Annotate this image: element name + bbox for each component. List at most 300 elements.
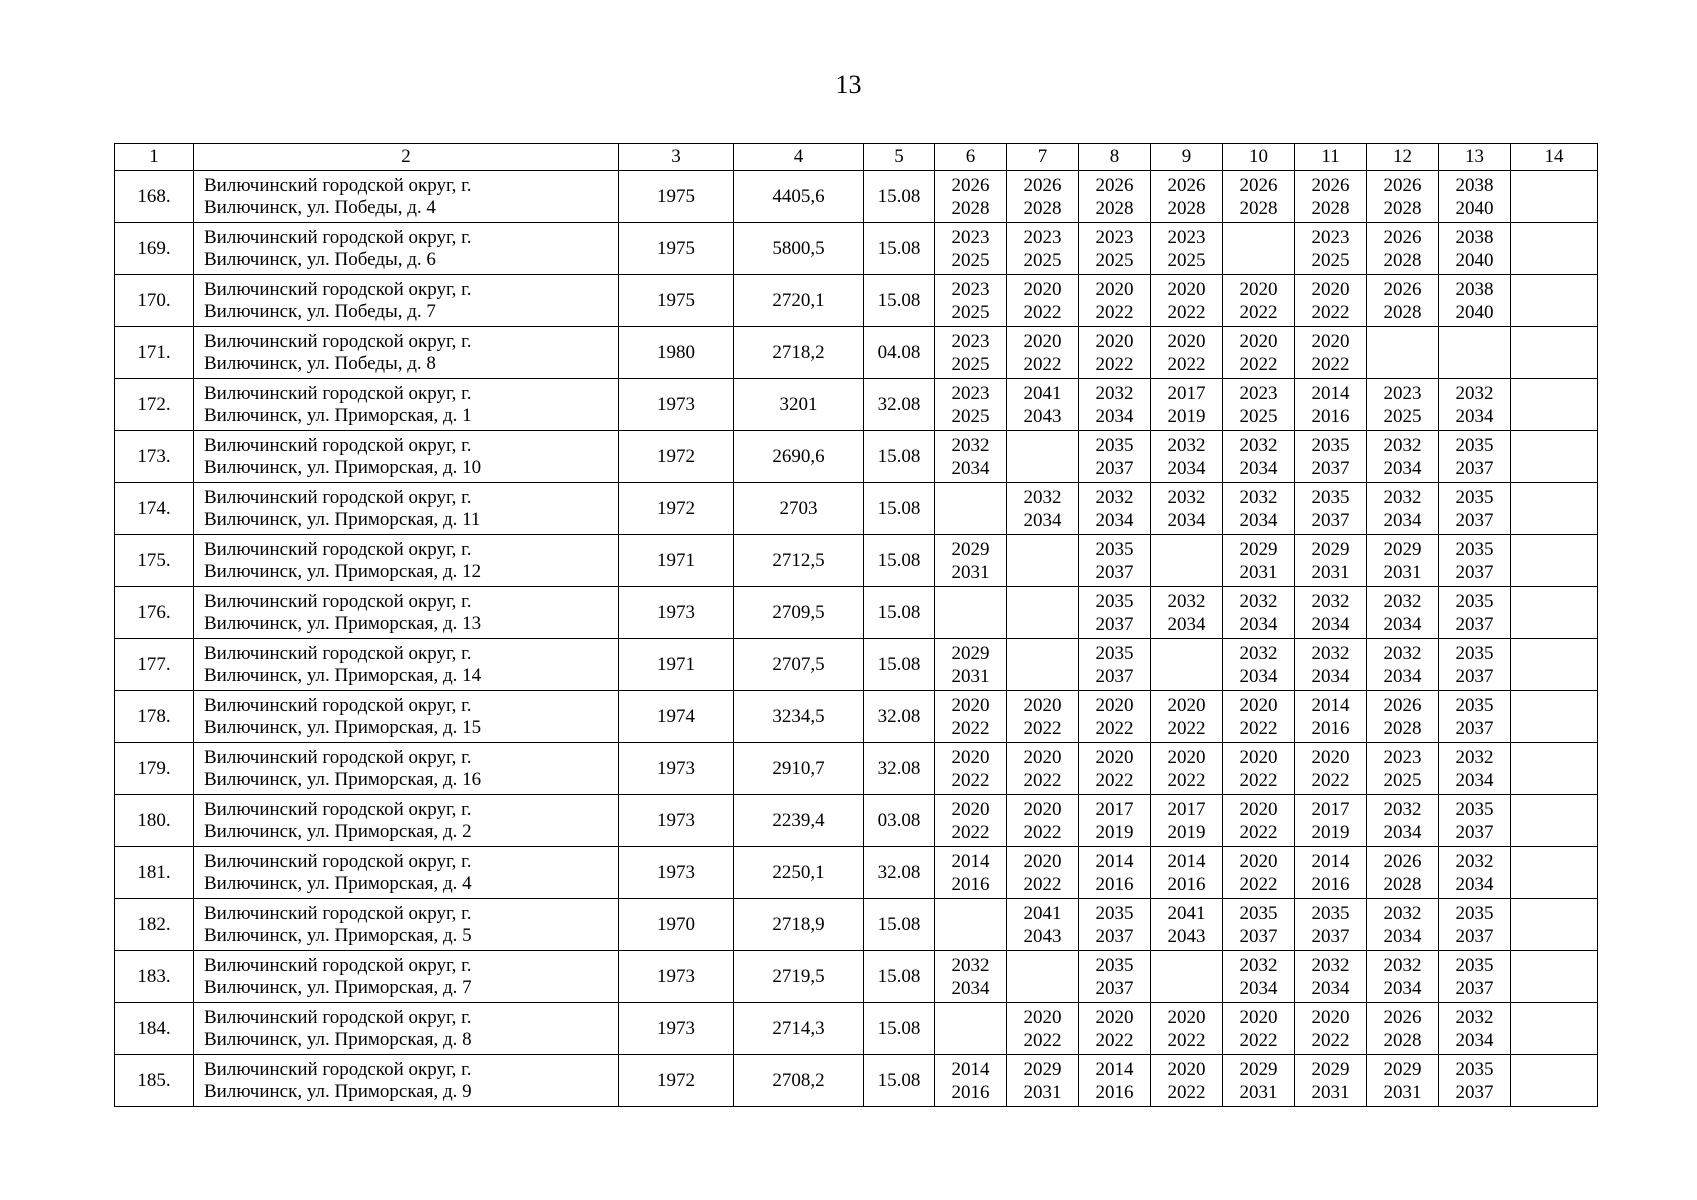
work-period-13 (1439, 639, 1511, 691)
period-start-year: 2032 (1239, 642, 1278, 664)
work-period-12 (1367, 1003, 1439, 1055)
period-start-year: 2035 (1455, 538, 1494, 560)
type-code: 15.08 (864, 587, 935, 639)
period-end-year: 2034 (1239, 613, 1278, 635)
work-period-12 (1367, 951, 1439, 1003)
work-period-11 (1295, 743, 1367, 795)
period-end-year: 2025 (1383, 405, 1422, 427)
column-header-11: 11 (1295, 144, 1367, 171)
period-start-year: 2023 (1095, 226, 1134, 248)
address-line-1: Вилючинский городской округ, г. (204, 746, 472, 768)
work-period-7 (1007, 743, 1079, 795)
period-start-year: 2023 (1311, 226, 1350, 248)
row-number: 184. (115, 1003, 194, 1055)
work-period-14 (1511, 587, 1598, 639)
work-period-8 (1079, 639, 1151, 691)
period-start-year: 2023 (951, 226, 990, 248)
work-period-10 (1223, 795, 1295, 847)
work-period-12 (1367, 639, 1439, 691)
period-start-year: 2032 (951, 434, 990, 456)
period-end-year: 2031 (1383, 1081, 1422, 1103)
work-period-6 (935, 171, 1007, 223)
column-header-7: 7 (1007, 144, 1079, 171)
work-period-8 (1079, 223, 1151, 275)
work-period-6 (935, 535, 1007, 587)
address-line-2: Вилючинск, ул. Приморская, д. 9 (204, 1080, 472, 1102)
period-start-year: 2020 (1239, 1006, 1278, 1028)
work-period-8 (1079, 951, 1151, 1003)
period-start-year: 2026 (1383, 226, 1422, 248)
period-start-year: 2035 (1455, 902, 1494, 924)
work-period-11 (1295, 691, 1367, 743)
period-start-year: 2038 (1455, 226, 1494, 248)
period-end-year: 2034 (1383, 509, 1422, 531)
work-period-14 (1511, 691, 1598, 743)
work-period-6 (935, 1003, 1007, 1055)
column-header-10: 10 (1223, 144, 1295, 171)
work-period-9 (1151, 275, 1223, 327)
period-end-year: 2037 (1311, 509, 1350, 531)
work-period-14 (1511, 483, 1598, 535)
work-period-6 (935, 587, 1007, 639)
period-start-year: 2032 (1383, 954, 1422, 976)
period-start-year: 2023 (1383, 382, 1422, 404)
address-cell (194, 795, 619, 847)
period-start-year: 2023 (951, 278, 990, 300)
period-end-year: 2028 (1311, 197, 1350, 219)
period-end-year: 2022 (1239, 353, 1278, 375)
work-period-11 (1295, 587, 1367, 639)
work-period-8 (1079, 535, 1151, 587)
period-end-year: 2031 (951, 561, 990, 583)
period-start-year: 2032 (1455, 850, 1494, 872)
work-period-14 (1511, 327, 1598, 379)
period-start-year: 2032 (1239, 434, 1278, 456)
period-end-year: 2019 (1167, 405, 1206, 427)
table-body (115, 171, 1598, 1107)
work-period-7 (1007, 275, 1079, 327)
row-number: 176. (115, 587, 194, 639)
work-period-12 (1367, 691, 1439, 743)
period-end-year: 2031 (951, 665, 990, 687)
work-period-11 (1295, 223, 1367, 275)
address-line-2: Вилючинск, ул. Приморская, д. 10 (204, 456, 482, 478)
period-end-year: 2016 (1311, 405, 1350, 427)
period-end-year: 2022 (951, 717, 990, 739)
work-period-9 (1151, 795, 1223, 847)
work-period-9 (1151, 743, 1223, 795)
period-start-year: 2020 (1239, 330, 1278, 352)
work-period-6 (935, 847, 1007, 899)
build-year: 1973 (619, 587, 734, 639)
work-period-10 (1223, 483, 1295, 535)
work-period-9 (1151, 951, 1223, 1003)
build-year: 1975 (619, 223, 734, 275)
period-end-year: 2037 (1095, 925, 1134, 947)
period-start-year: 2023 (1167, 226, 1206, 248)
total-area: 2718,2 (734, 327, 864, 379)
table-row (115, 587, 1598, 639)
period-start-year: 2035 (1095, 538, 1134, 560)
column-header-9: 9 (1151, 144, 1223, 171)
type-code: 32.08 (864, 847, 935, 899)
period-end-year: 2040 (1455, 249, 1494, 271)
work-period-8 (1079, 691, 1151, 743)
period-end-year: 2028 (951, 197, 990, 219)
period-start-year: 2014 (1167, 850, 1206, 872)
header-row (115, 144, 1598, 171)
period-end-year: 2022 (1095, 353, 1134, 375)
period-start-year: 2020 (1311, 1006, 1350, 1028)
work-period-11 (1295, 483, 1367, 535)
period-start-year: 2020 (1311, 746, 1350, 768)
period-end-year: 2025 (951, 301, 990, 323)
work-period-14 (1511, 795, 1598, 847)
row-number: 174. (115, 483, 194, 535)
period-start-year: 2029 (1311, 538, 1350, 560)
period-start-year: 2029 (1383, 1058, 1422, 1080)
work-period-13 (1439, 795, 1511, 847)
period-start-year: 2026 (1383, 694, 1422, 716)
address-line-2: Вилючинск, ул. Приморская, д. 16 (204, 768, 482, 790)
total-area: 2718,9 (734, 899, 864, 951)
period-start-year: 2035 (1239, 902, 1278, 924)
period-start-year: 2020 (1311, 278, 1350, 300)
work-period-6 (935, 899, 1007, 951)
period-end-year: 2022 (1167, 717, 1206, 739)
period-end-year: 2037 (1095, 561, 1134, 583)
period-start-year: 2020 (1239, 850, 1278, 872)
work-period-9 (1151, 379, 1223, 431)
period-start-year: 2032 (1167, 434, 1206, 456)
work-period-11 (1295, 639, 1367, 691)
address-cell (194, 275, 619, 327)
table-row (115, 951, 1598, 1003)
work-period-10 (1223, 1055, 1295, 1107)
total-area: 2714,3 (734, 1003, 864, 1055)
period-start-year: 2032 (1239, 590, 1278, 612)
period-start-year: 2014 (1095, 850, 1134, 872)
period-start-year: 2035 (1311, 902, 1350, 924)
work-period-11 (1295, 1003, 1367, 1055)
period-end-year: 2019 (1167, 821, 1206, 843)
period-end-year: 2034 (1311, 613, 1350, 635)
table-row (115, 1055, 1598, 1107)
period-end-year: 2037 (1455, 613, 1494, 635)
build-year: 1971 (619, 639, 734, 691)
work-period-12 (1367, 743, 1439, 795)
period-start-year: 2032 (1383, 590, 1422, 612)
work-period-13 (1439, 431, 1511, 483)
period-end-year: 2016 (951, 1081, 990, 1103)
period-end-year: 2022 (1023, 873, 1062, 895)
address-line-1: Вилючинский городской округ, г. (204, 954, 472, 976)
period-end-year: 2031 (1383, 561, 1422, 583)
period-start-year: 2035 (1311, 486, 1350, 508)
page-number: 13 (835, 70, 862, 99)
address-cell (194, 535, 619, 587)
row-number: 181. (115, 847, 194, 899)
address-cell (194, 171, 619, 223)
period-start-year: 2035 (1455, 954, 1494, 976)
period-start-year: 2035 (1455, 642, 1494, 664)
period-start-year: 2020 (1239, 746, 1278, 768)
address-line-1: Вилючинский городской округ, г. (204, 850, 472, 872)
period-end-year: 2037 (1239, 925, 1278, 947)
work-period-14 (1511, 379, 1598, 431)
address-cell (194, 951, 619, 1003)
period-start-year: 2020 (1167, 694, 1206, 716)
period-start-year: 2014 (1311, 850, 1350, 872)
period-start-year: 2020 (1023, 746, 1062, 768)
column-header-1: 1 (115, 144, 194, 171)
table-row (115, 639, 1598, 691)
period-start-year: 2032 (1383, 434, 1422, 456)
build-year: 1980 (619, 327, 734, 379)
work-period-7 (1007, 795, 1079, 847)
period-end-year: 2028 (1383, 197, 1422, 219)
work-period-13 (1439, 951, 1511, 1003)
period-start-year: 2032 (1455, 1006, 1494, 1028)
address-line-1: Вилючинский городской округ, г. (204, 798, 472, 820)
address-cell (194, 899, 619, 951)
work-period-13 (1439, 275, 1511, 327)
work-period-14 (1511, 899, 1598, 951)
type-code: 15.08 (864, 535, 935, 587)
row-number: 180. (115, 795, 194, 847)
period-end-year: 2016 (1167, 873, 1206, 895)
period-end-year: 2025 (1311, 249, 1350, 271)
work-period-14 (1511, 535, 1598, 587)
work-period-6 (935, 1055, 1007, 1107)
period-end-year: 2022 (1095, 769, 1134, 791)
period-end-year: 2037 (1455, 561, 1494, 583)
work-period-8 (1079, 431, 1151, 483)
build-year: 1973 (619, 847, 734, 899)
period-start-year: 2020 (1095, 746, 1134, 768)
work-period-9 (1151, 223, 1223, 275)
address-line-1: Вилючинский городской округ, г. (204, 174, 472, 196)
work-period-6 (935, 275, 1007, 327)
period-end-year: 2025 (1023, 249, 1062, 271)
work-period-14 (1511, 171, 1598, 223)
work-period-7 (1007, 431, 1079, 483)
period-start-year: 2038 (1455, 278, 1494, 300)
period-start-year: 2020 (1239, 278, 1278, 300)
work-period-13 (1439, 223, 1511, 275)
period-start-year: 2029 (951, 538, 990, 560)
period-start-year: 2014 (951, 1058, 990, 1080)
period-end-year: 2034 (1311, 977, 1350, 999)
period-start-year: 2017 (1167, 798, 1206, 820)
period-end-year: 2028 (1383, 873, 1422, 895)
period-end-year: 2022 (951, 769, 990, 791)
total-area: 2712,5 (734, 535, 864, 587)
work-period-6 (935, 431, 1007, 483)
work-period-12 (1367, 899, 1439, 951)
period-start-year: 2017 (1095, 798, 1134, 820)
period-end-year: 2034 (1383, 665, 1422, 687)
total-area: 2910,7 (734, 743, 864, 795)
period-start-year: 2035 (1095, 642, 1134, 664)
type-code: 15.08 (864, 275, 935, 327)
period-end-year: 2037 (1455, 717, 1494, 739)
work-period-14 (1511, 275, 1598, 327)
period-end-year: 2037 (1095, 977, 1134, 999)
total-area: 2250,1 (734, 847, 864, 899)
address-cell (194, 1003, 619, 1055)
period-start-year: 2029 (951, 642, 990, 664)
address-cell (194, 639, 619, 691)
work-period-7 (1007, 587, 1079, 639)
period-end-year: 2022 (1239, 821, 1278, 843)
period-end-year: 2034 (1167, 457, 1206, 479)
work-period-12 (1367, 1055, 1439, 1107)
work-period-7 (1007, 639, 1079, 691)
period-end-year: 2025 (951, 249, 990, 271)
period-end-year: 2016 (1311, 873, 1350, 895)
period-end-year: 2028 (1095, 197, 1134, 219)
address-cell (194, 587, 619, 639)
period-end-year: 2040 (1455, 301, 1494, 323)
type-code: 32.08 (864, 379, 935, 431)
period-start-year: 2032 (1239, 954, 1278, 976)
period-start-year: 2032 (1383, 902, 1422, 924)
build-year: 1975 (619, 275, 734, 327)
period-start-year: 2017 (1167, 382, 1206, 404)
work-period-9 (1151, 899, 1223, 951)
period-end-year: 2031 (1311, 561, 1350, 583)
work-period-9 (1151, 171, 1223, 223)
row-number: 182. (115, 899, 194, 951)
work-period-9 (1151, 639, 1223, 691)
work-period-7 (1007, 1055, 1079, 1107)
work-period-8 (1079, 483, 1151, 535)
work-period-10 (1223, 691, 1295, 743)
column-header-3: 3 (619, 144, 734, 171)
period-start-year: 2035 (1455, 1058, 1494, 1080)
work-period-7 (1007, 327, 1079, 379)
period-start-year: 2032 (951, 954, 990, 976)
period-end-year: 2034 (1239, 665, 1278, 687)
work-period-10 (1223, 743, 1295, 795)
work-period-11 (1295, 171, 1367, 223)
work-period-8 (1079, 1003, 1151, 1055)
work-period-13 (1439, 379, 1511, 431)
period-start-year: 2035 (1095, 590, 1134, 612)
build-year: 1973 (619, 951, 734, 1003)
total-area: 2719,5 (734, 951, 864, 1003)
period-end-year: 2022 (1023, 821, 1062, 843)
work-period-12 (1367, 847, 1439, 899)
period-start-year: 2026 (1023, 174, 1062, 196)
period-start-year: 2020 (1167, 746, 1206, 768)
period-end-year: 2034 (1095, 509, 1134, 531)
period-end-year: 2034 (1455, 769, 1494, 791)
period-start-year: 2032 (1095, 382, 1134, 404)
work-period-14 (1511, 1003, 1598, 1055)
period-start-year: 2026 (1095, 174, 1134, 196)
period-start-year: 2023 (1239, 382, 1278, 404)
period-start-year: 2035 (1455, 486, 1494, 508)
row-number: 179. (115, 743, 194, 795)
period-end-year: 2034 (1023, 509, 1062, 531)
work-period-12 (1367, 431, 1439, 483)
work-period-13 (1439, 535, 1511, 587)
address-line-1: Вилючинский городской округ, г. (204, 538, 472, 560)
period-end-year: 2022 (1023, 301, 1062, 323)
period-start-year: 2035 (1455, 798, 1494, 820)
period-start-year: 2032 (1383, 486, 1422, 508)
period-start-year: 2020 (1095, 694, 1134, 716)
address-line-1: Вилючинский городской округ, г. (204, 278, 472, 300)
work-period-10 (1223, 587, 1295, 639)
type-code: 15.08 (864, 483, 935, 535)
period-start-year: 2026 (1383, 1006, 1422, 1028)
work-period-13 (1439, 847, 1511, 899)
period-start-year: 2020 (951, 746, 990, 768)
period-start-year: 2035 (1455, 694, 1494, 716)
work-period-11 (1295, 847, 1367, 899)
type-code: 15.08 (864, 223, 935, 275)
period-end-year: 2022 (1167, 769, 1206, 791)
work-period-12 (1367, 795, 1439, 847)
address-line-1: Вилючинский городской округ, г. (204, 694, 472, 716)
period-end-year: 2034 (1239, 509, 1278, 531)
period-end-year: 2025 (1167, 249, 1206, 271)
work-period-8 (1079, 275, 1151, 327)
work-period-11 (1295, 431, 1367, 483)
period-end-year: 2022 (1023, 717, 1062, 739)
housing-repair-table (114, 143, 1598, 1107)
period-start-year: 2038 (1455, 174, 1494, 196)
period-end-year: 2034 (1455, 1029, 1494, 1051)
address-line-2: Вилючинск, ул. Приморская, д. 1 (204, 404, 472, 426)
period-end-year: 2034 (1383, 977, 1422, 999)
period-end-year: 2034 (1311, 665, 1350, 687)
period-start-year: 2017 (1311, 798, 1350, 820)
period-end-year: 2028 (1023, 197, 1062, 219)
type-code: 32.08 (864, 691, 935, 743)
period-end-year: 2043 (1023, 925, 1062, 947)
work-period-8 (1079, 847, 1151, 899)
period-end-year: 2031 (1023, 1081, 1062, 1103)
period-end-year: 2037 (1095, 665, 1134, 687)
period-end-year: 2028 (1383, 249, 1422, 271)
total-area: 5800,5 (734, 223, 864, 275)
period-end-year: 2037 (1455, 821, 1494, 843)
period-start-year: 2032 (1383, 642, 1422, 664)
work-period-9 (1151, 535, 1223, 587)
period-end-year: 2037 (1455, 509, 1494, 531)
work-period-8 (1079, 379, 1151, 431)
build-year: 1973 (619, 379, 734, 431)
work-period-14 (1511, 847, 1598, 899)
work-period-10 (1223, 431, 1295, 483)
period-start-year: 2020 (1167, 1006, 1206, 1028)
period-end-year: 2037 (1095, 457, 1134, 479)
period-start-year: 2014 (951, 850, 990, 872)
address-cell (194, 327, 619, 379)
address-line-1: Вилючинский городской округ, г. (204, 382, 472, 404)
period-end-year: 2022 (1239, 769, 1278, 791)
work-period-11 (1295, 1055, 1367, 1107)
work-period-14 (1511, 639, 1598, 691)
work-period-7 (1007, 171, 1079, 223)
work-period-9 (1151, 691, 1223, 743)
total-area: 2720,1 (734, 275, 864, 327)
period-start-year: 2020 (1023, 330, 1062, 352)
